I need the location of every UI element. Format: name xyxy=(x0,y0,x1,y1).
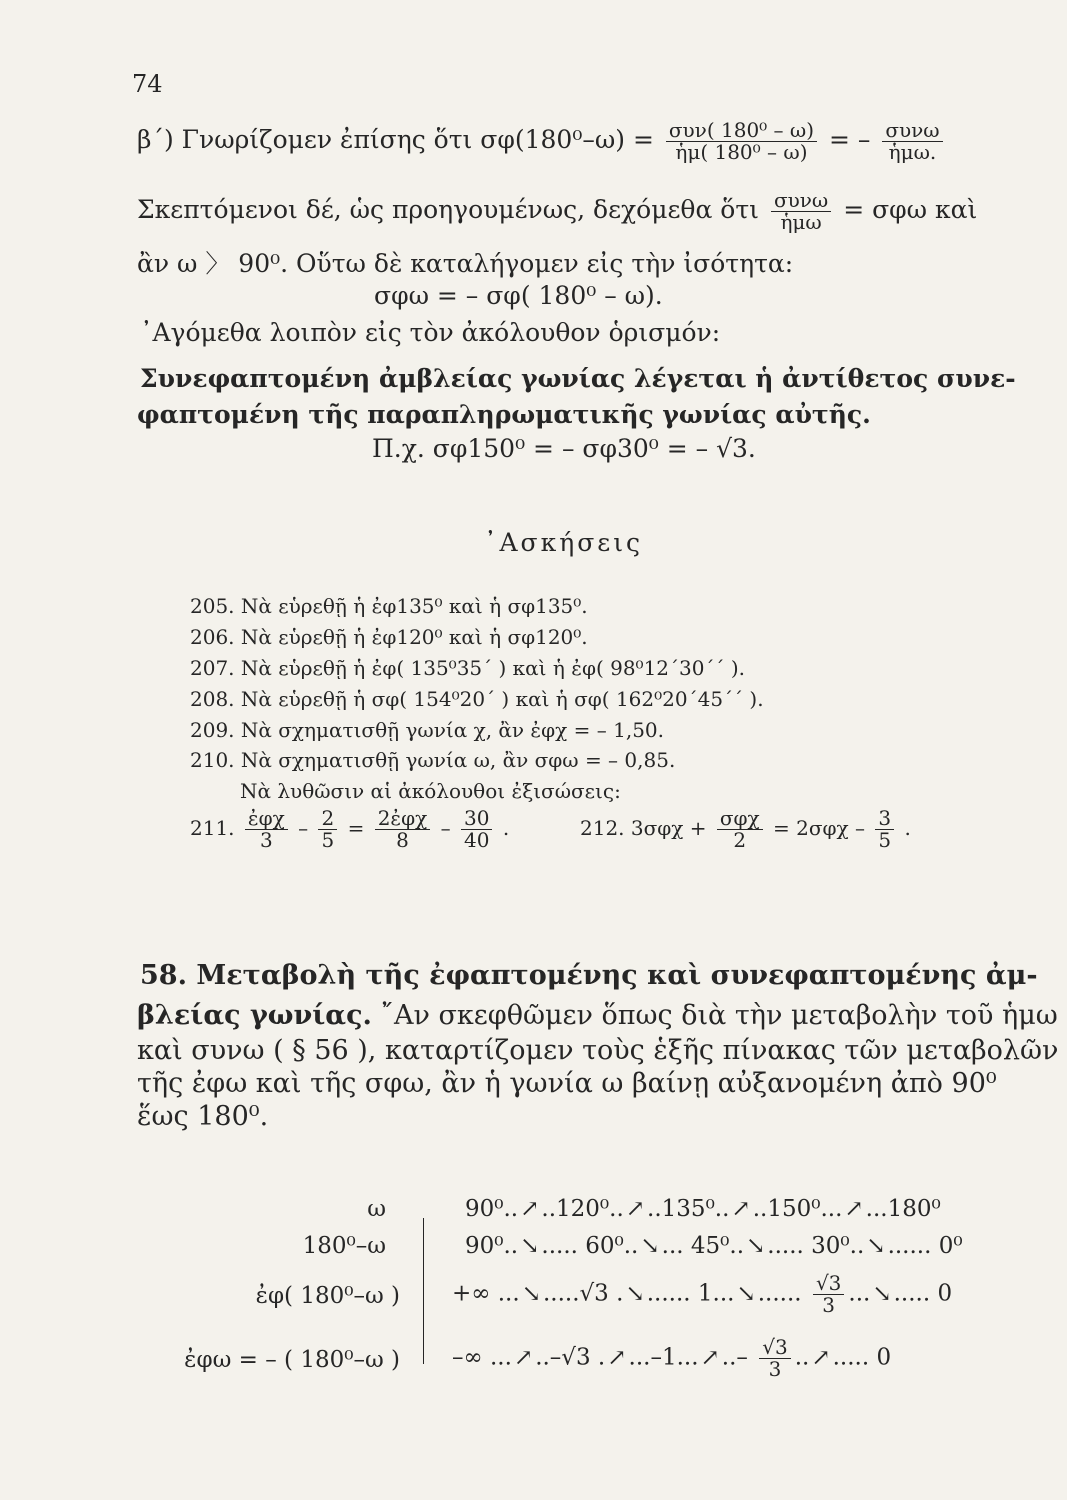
solve-line: Νὰ λυθῶσιν αἱ ἀκόλουθοι ἐξισώσεις: xyxy=(240,779,621,803)
fraction-numerator: ἐφχ xyxy=(245,808,288,830)
considering-fraction xyxy=(771,190,831,233)
section-58-title-line-2 xyxy=(137,1000,1058,1031)
table-cell: ... xyxy=(848,1280,871,1307)
equals-sign: = xyxy=(347,816,365,840)
section-58-heading-end: βλείας γωνίας. xyxy=(137,1000,372,1031)
table-cell: ..150⁰... xyxy=(752,1196,843,1222)
table-cell: ..... 0 xyxy=(832,1344,892,1371)
beta-fraction-2-numerator: συνω xyxy=(882,120,942,142)
exercise-item: 207. Νὰ εὑρεθῇ ἡ ἐφ( 135⁰35΄ ) καὶ ἡ ἐφ( 98⁰12΄30΄΄ ). xyxy=(190,656,745,680)
table-label-omega: ω xyxy=(367,1196,386,1222)
table-cell: ..120⁰.. xyxy=(541,1196,624,1222)
fraction-denominator: 5 xyxy=(321,828,335,852)
table-cell: ..–√3 . xyxy=(535,1344,606,1371)
beta-line-equals: = – xyxy=(828,125,871,154)
table-cell: ...180⁰ xyxy=(865,1196,941,1222)
arrow-down-icon: ↘ xyxy=(746,1233,766,1259)
equation-212 xyxy=(580,808,911,851)
table-brace xyxy=(423,1218,424,1364)
considering-fraction-denominator: ἡμω xyxy=(780,210,822,234)
equation-212-fraction xyxy=(717,808,763,851)
beta-fraction-2 xyxy=(882,120,942,163)
line-an: ἂν ω 〉 90⁰. Οὕτω δὲ καταλήγομεν εἰς τὴν ἰσότητα: xyxy=(137,249,794,278)
equality-line: σφω = – σφ( 180⁰ – ω). xyxy=(374,281,663,310)
section-58-text: ῎Αν σκεφθῶμεν ὅπως διὰ τὴν μεταβολὴν τοῦ ἡμω xyxy=(380,1000,1058,1031)
fraction-numerator: 3 xyxy=(875,808,894,830)
section-58-title-line-1 xyxy=(140,960,1038,991)
table-row-supplement xyxy=(465,1233,963,1259)
considering-line-prefix: Σκεπτόμενοι δέ, ὡς προηγουμένως, δεχόμεθα ὅτι xyxy=(137,195,759,224)
table-cell: ..135⁰.. xyxy=(647,1196,730,1222)
page-number: 74 xyxy=(132,70,163,98)
equation-212-label: 212. 3σφχ + xyxy=(580,816,707,840)
fraction-denominator: 8 xyxy=(396,828,409,852)
equation-211-fraction xyxy=(461,808,492,851)
arrow-down-icon: ↘ xyxy=(736,1280,756,1307)
table-cell: ... 45⁰.. xyxy=(661,1233,745,1259)
fraction-denominator: 5 xyxy=(878,828,892,852)
section-58-heading: 58. Μεταβολὴ τῆς ἐφαπτομένης καὶ συνεφαπτομένης ἀμ- xyxy=(140,960,1038,991)
arrow-up-icon: ↗ xyxy=(625,1196,646,1222)
exercise-item: 210. Νὰ σχηματισθῇ γωνία ω, ἂν σφω = – 0,85. xyxy=(190,748,676,772)
sqrt3-over-3-fraction xyxy=(813,1273,844,1316)
exercise-item: 206. Νὰ εὑρεθῇ ἡ ἐφ120⁰ καὶ ἡ σφ120⁰. xyxy=(190,625,588,649)
example-line: Π.χ. σφ150⁰ = – σφ30⁰ = – √3. xyxy=(372,434,756,463)
table-cell: .....√3 . xyxy=(542,1280,624,1307)
fraction-denominator: 3 xyxy=(768,1357,782,1381)
considering-line xyxy=(137,190,977,233)
table-cell: 90⁰.. xyxy=(465,1233,519,1259)
beta-line-prefix: β΄) Γνωρίζομεν ἐπίσης ὅτι σφ(180⁰–ω) = xyxy=(137,125,654,154)
table-cell: ..– xyxy=(721,1344,748,1371)
table-row-tan-omega xyxy=(452,1337,891,1380)
fraction-numerator: 2 xyxy=(318,808,337,830)
table-cell: –∞ ... xyxy=(452,1344,512,1371)
table-row-omega xyxy=(465,1196,941,1222)
table-cell: 90⁰.. xyxy=(465,1196,519,1222)
arrow-down-icon: ↘ xyxy=(520,1233,540,1259)
exercises-title: ᾿Ασκήσεις xyxy=(484,528,644,557)
table-label-supplement: 180⁰–ω xyxy=(302,1233,386,1259)
arrow-up-icon: ↗ xyxy=(844,1196,864,1222)
beta-fraction-1-denominator: ἡμ( 180⁰ – ω) xyxy=(675,140,808,164)
table-cell: ...–1... xyxy=(628,1344,699,1371)
exercise-item: 205. Νὰ εὑρεθῇ ἡ ἐφ135⁰ καὶ ἡ σφ135⁰. xyxy=(190,594,588,618)
table-row-tan-supplement xyxy=(452,1273,952,1316)
fraction-denominator: 3 xyxy=(259,828,273,852)
minus-sign: – xyxy=(440,816,451,840)
table-cell: +∞ ... xyxy=(452,1280,520,1307)
considering-line-suffix: = σφω καὶ xyxy=(843,195,978,224)
arrow-down-icon: ↘ xyxy=(640,1233,660,1259)
table-cell: ..... 60⁰.. xyxy=(541,1233,639,1259)
fraction-numerator: 30 xyxy=(461,808,492,830)
beta-fraction-2-denominator: ἡμω. xyxy=(888,140,937,164)
fraction-numerator: 2ἐφχ xyxy=(375,808,431,830)
minus-sign: – xyxy=(298,816,309,840)
beta-fraction-1-numerator: συν( 180⁰ – ω) xyxy=(666,120,817,142)
table-cell: ..... 30⁰.. xyxy=(767,1233,865,1259)
arrow-up-icon: ↗ xyxy=(520,1196,540,1222)
table-label-tan-omega: ἐφω = – ( 180⁰–ω ) xyxy=(184,1347,400,1373)
section-58-line-3: καὶ συνω ( § 56 ), καταρτίζομεν τοὺς ἑξῆς πίνακας τῶν μεταβολῶν xyxy=(137,1035,1059,1066)
period: . xyxy=(502,816,510,840)
table-label-tan-supplement: ἐφ( 180⁰–ω ) xyxy=(255,1283,400,1309)
arrow-down-icon: ↘ xyxy=(521,1280,541,1307)
fraction-numerator: σφχ xyxy=(717,808,763,830)
arrow-down-icon: ↘ xyxy=(866,1233,886,1259)
table-cell: ...... 1... xyxy=(646,1280,735,1307)
definition-line-1: Συνεφαπτομένη ἀμβλείας γωνίας λέγεται ἡ ἀντίθετος συνε- xyxy=(140,364,1016,393)
table-cell: ...... 0⁰ xyxy=(887,1233,963,1259)
equation-211-fraction xyxy=(318,808,337,851)
fraction-numerator: √3 xyxy=(813,1273,844,1295)
definition-line-2: φαπτομένη τῆς παραπληρωματικῆς γωνίας αὐτῆς. xyxy=(137,400,871,429)
table-cell: .. xyxy=(794,1344,810,1371)
equation-212-fraction xyxy=(875,808,894,851)
arrow-down-icon: ↘ xyxy=(872,1280,892,1307)
arrow-up-icon: ↗ xyxy=(607,1344,627,1371)
equation-212-middle: = 2σφχ – xyxy=(773,816,865,840)
definition-intro: ᾿Αγόμεθα λοιπὸν εἰς τὸν ἀκόλουθον ὁρισμόν: xyxy=(140,318,721,347)
equation-211 xyxy=(190,808,509,851)
arrow-up-icon: ↗ xyxy=(731,1196,751,1222)
section-58-line-4: τῆς ἐφω καὶ τῆς σφω, ἂν ἡ γωνία ω βαίνῃ αὐξανομένη ἀπὸ 90⁰ xyxy=(137,1068,997,1099)
equation-211-fraction xyxy=(245,808,288,851)
fraction-denominator: 3 xyxy=(822,1293,836,1317)
section-58-line-5: ἕως 180⁰. xyxy=(137,1101,269,1132)
considering-fraction-numerator: συνω xyxy=(771,190,831,212)
beta-line xyxy=(137,120,947,163)
fraction-numerator: √3 xyxy=(759,1337,790,1359)
table-cell: ...... xyxy=(757,1280,802,1307)
minus-sqrt3-over-3-fraction xyxy=(759,1337,790,1380)
beta-fraction-1 xyxy=(666,120,817,163)
arrow-up-icon: ↗ xyxy=(700,1344,720,1371)
exercise-item: 208. Νὰ εὑρεθῇ ἡ σφ( 154⁰20΄ ) καὶ ἡ σφ( 162⁰20΄45΄΄ ). xyxy=(190,687,764,711)
arrow-up-icon: ↗ xyxy=(811,1344,831,1371)
fraction-denominator: 40 xyxy=(464,828,490,852)
period: . xyxy=(904,816,911,840)
fraction-denominator: 2 xyxy=(733,828,747,852)
exercise-item: 209. Νὰ σχηματισθῇ γωνία χ, ἂν ἐφχ = – 1,50. xyxy=(190,718,665,742)
arrow-down-icon: ↘ xyxy=(625,1280,645,1307)
equation-211-label: 211. xyxy=(190,816,235,840)
equation-211-fraction xyxy=(375,808,431,851)
arrow-up-icon: ↗ xyxy=(513,1344,534,1371)
table-cell: ..... 0 xyxy=(893,1280,953,1307)
